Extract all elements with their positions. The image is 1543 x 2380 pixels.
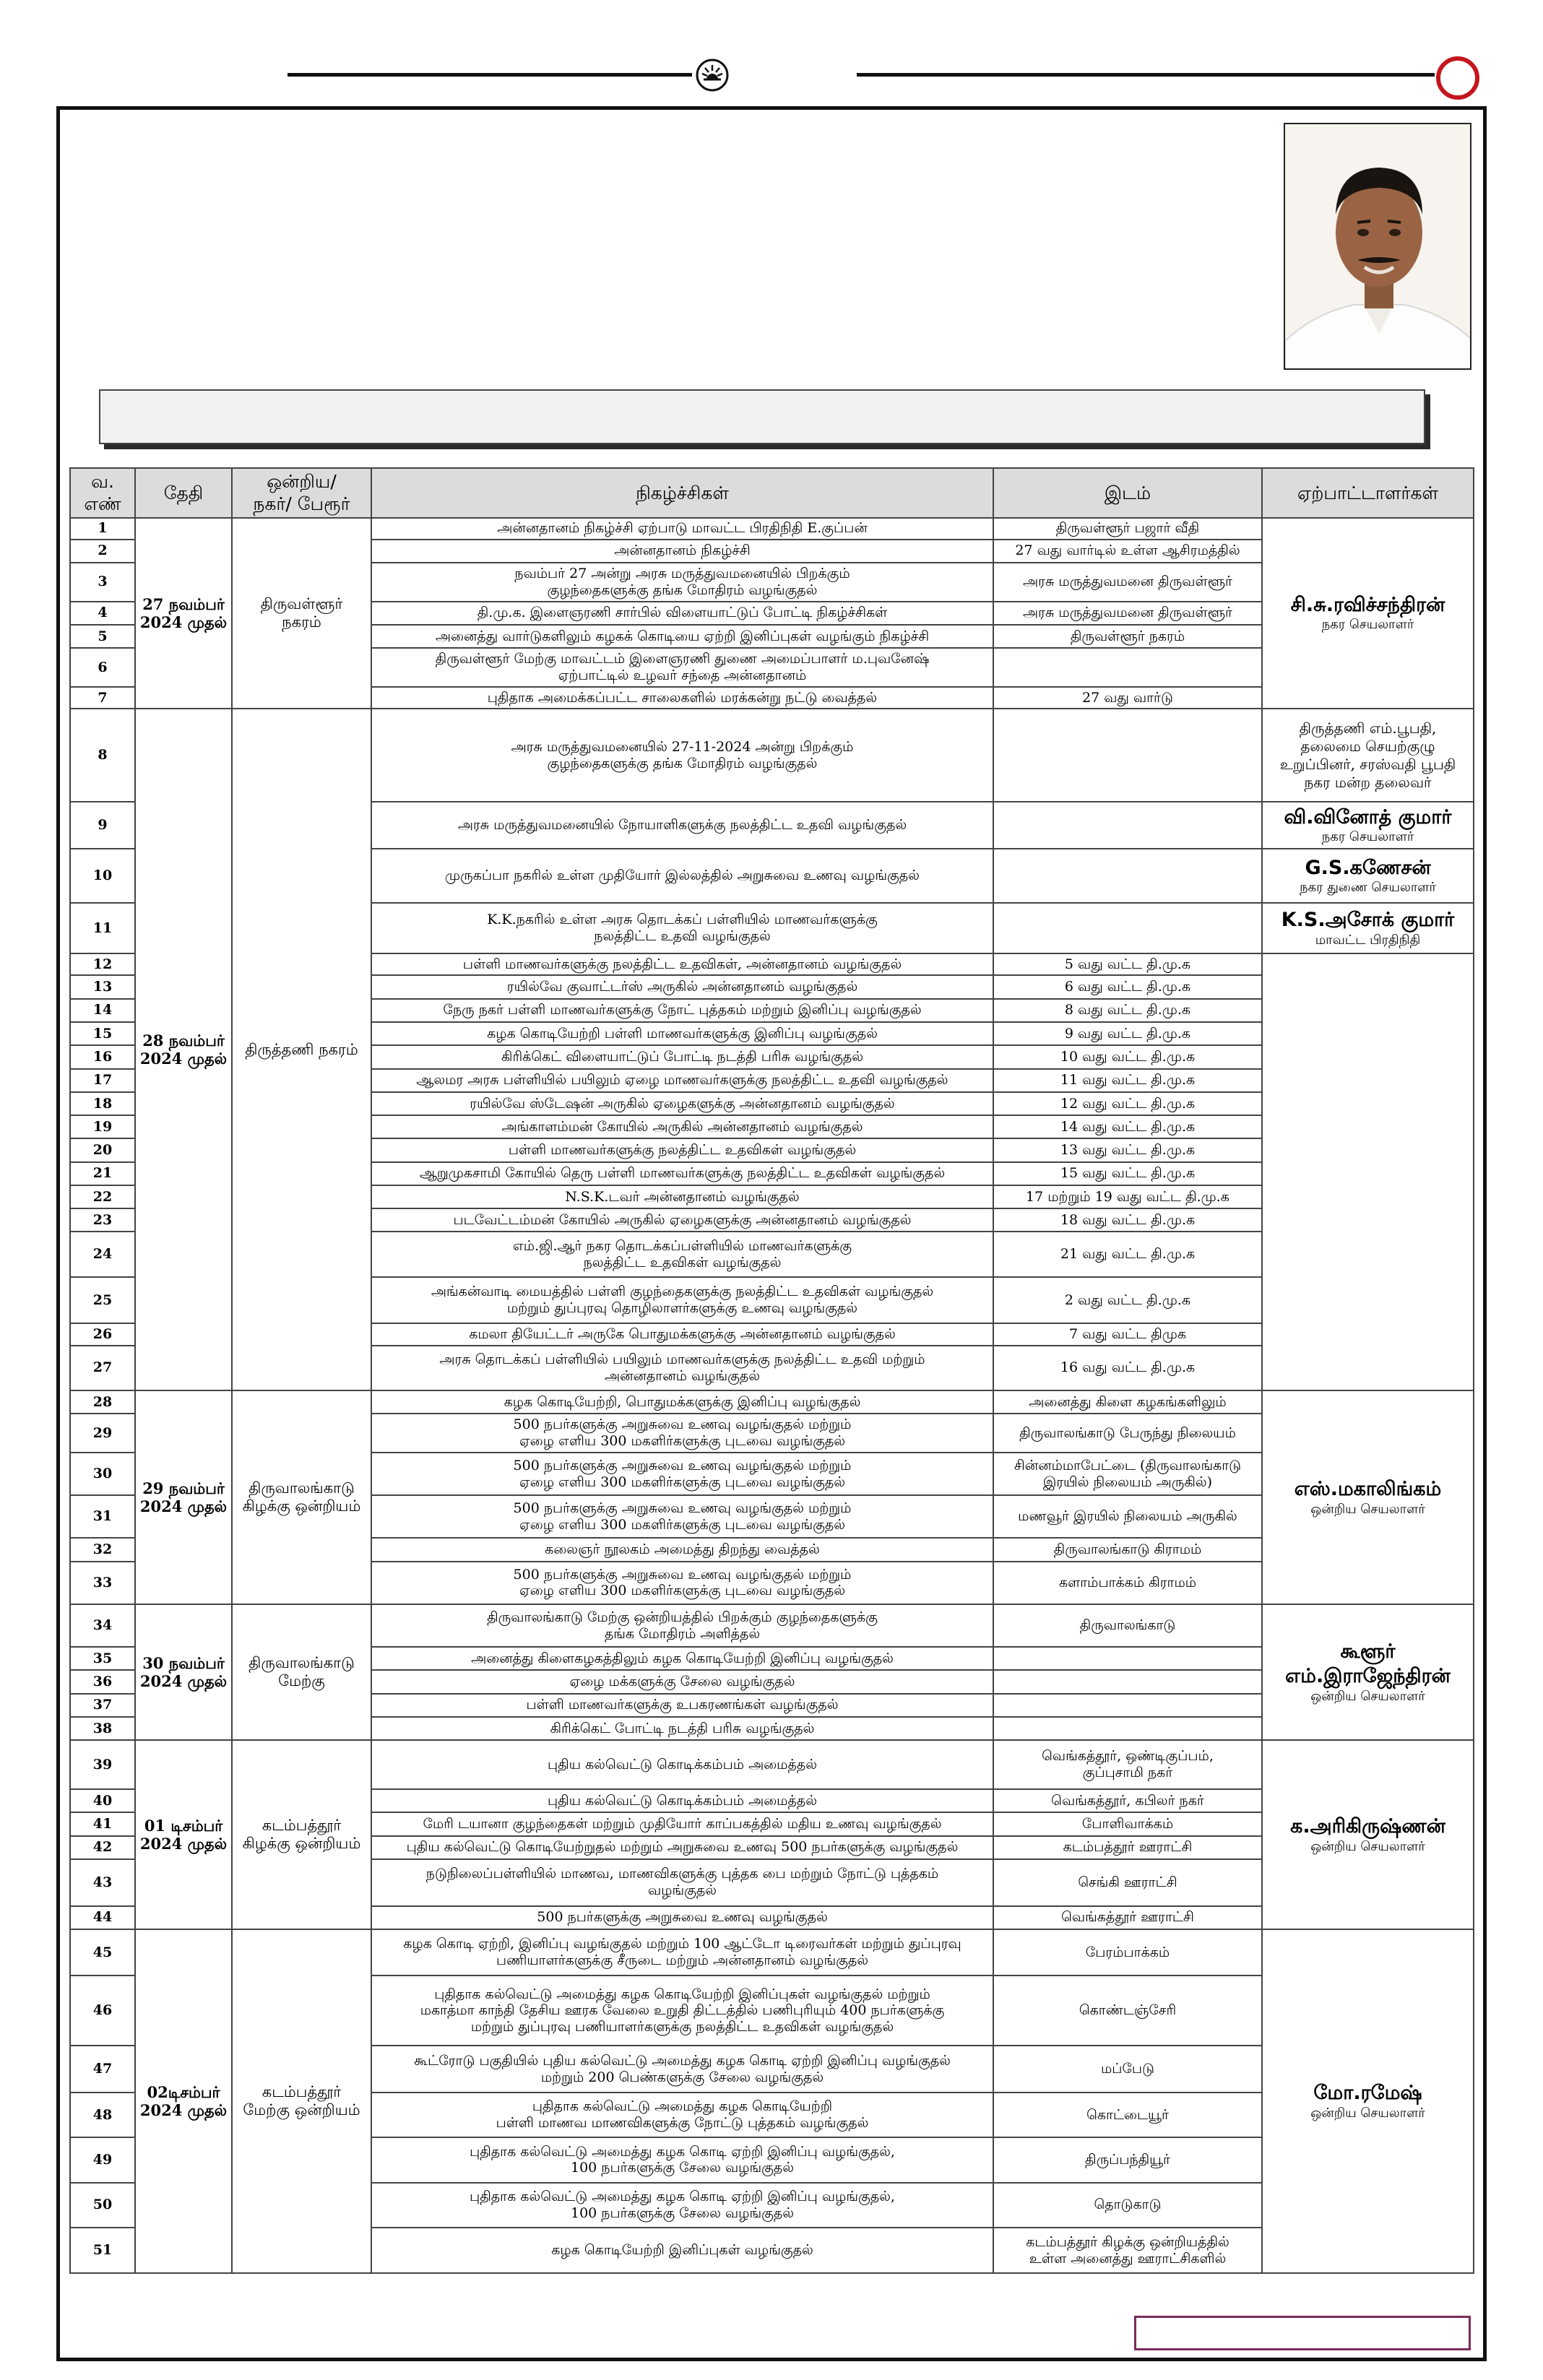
serial-number-cell: 33 (70, 1562, 135, 1604)
event-cell: கழக கொடியேற்றி இனிப்புகள் வழங்குதல் (371, 2228, 993, 2273)
place-cell: செங்கி ஊராட்சி (993, 1859, 1262, 1906)
column-header-area: ஒன்றிய/ நகர்/ பேரூர் (232, 468, 371, 518)
serial-number-cell: 48 (70, 2093, 135, 2137)
organizer-details: திருத்தணி எம்.பூபதி, தலைமை செயற்குழு உறுப்பினர், சரஸ்வதி பூபதி நகர மன்ற தலைவர் (1279, 719, 1456, 791)
place-cell: 13 வது வட்ட தி.மு.க (993, 1138, 1262, 1161)
organizer-name: மோ.ரமேஷ் (1313, 2081, 1422, 2104)
date-cell: 02டிசம்பர் 2024 முதல் (135, 1929, 232, 2273)
event-cell: அன்னதானம் நிகழ்ச்சி ஏற்பாடு மாவட்ட பிரதிநிதி E.குப்பன் (371, 518, 993, 540)
serial-number-cell: 21 (70, 1162, 135, 1185)
event-cell: திருவள்ளூர் மேற்கு மாவட்டம் இளைஞரணி துணை அமைப்பாளர் ம.புவனேஷ் ஏற்பாட்டில் உழவர் சந்தை அன்னதானம் (371, 648, 993, 687)
serial-number-cell: 2 (70, 540, 135, 563)
date-cell: 01 டிசம்பர் 2024 முதல் (135, 1740, 232, 1929)
place-cell: அரசு மருத்துவமனை திருவள்ளூர் (993, 602, 1262, 625)
organizer-role: ஒன்றிய செயலாளர் (1310, 2105, 1425, 2121)
event-cell: ரயில்வே ஸ்டேஷன் அருகில் ஏழைகளுக்கு அன்னதானம் வழங்குதல் (371, 1092, 993, 1115)
event-cell: அன்னதானம் நிகழ்ச்சி (371, 540, 993, 563)
serial-number-cell: 18 (70, 1092, 135, 1115)
organizer-role: ஒன்றிய செயலாளர் (1310, 1688, 1425, 1704)
column-header-date: தேதி (135, 468, 232, 518)
serial-number-cell: 6 (70, 648, 135, 687)
serial-number-cell: 27 (70, 1346, 135, 1390)
event-cell: நடுநிலைப்பள்ளியில் மாணவ, மாணவிகளுக்கு புத்தக பை மற்றும் நோட்டு புத்தகம் வழங்குதல் (371, 1859, 993, 1906)
leader-portrait-photo (1284, 123, 1471, 370)
serial-number-cell: 1 (70, 518, 135, 540)
place-cell: வெங்கத்தூர், ஒண்டிகுப்பம், குப்புசாமி நகர் (993, 1740, 1262, 1789)
event-cell: திருவாலங்காடு மேற்கு ஒன்றியத்தில் பிறக்கும் குழந்தைகளுக்கு தங்க மோதிரம் அளித்தல் (371, 1604, 993, 1647)
event-cell: ரயில்வே குவாட்டர்ஸ் அருகில் அன்னதானம் வழங்குதல் (371, 975, 993, 998)
serial-number-cell: 12 (70, 953, 135, 975)
organizer-name: வி.வினோத் குமார் (1284, 805, 1452, 828)
column-header-serial: வ. எண் (70, 468, 135, 518)
serial-number-cell: 16 (70, 1045, 135, 1068)
serial-number-cell: 19 (70, 1115, 135, 1138)
place-cell: 27 வது வார்டில் உள்ள ஆசிரமத்தில் (993, 540, 1262, 563)
column-header-place: இடம் (993, 468, 1262, 518)
serial-number-cell: 13 (70, 975, 135, 998)
event-cell: முருகப்பா நகரில் உள்ள முதியோர் இல்லத்தில் அறுசுவை உணவு வழங்குதல் (371, 849, 993, 903)
place-cell (993, 709, 1262, 802)
serial-number-cell: 5 (70, 625, 135, 648)
place-cell (993, 802, 1262, 849)
serial-number-cell: 20 (70, 1138, 135, 1161)
serial-number-cell: 22 (70, 1185, 135, 1208)
event-cell: தி.மு.க. இளைஞரணி சார்பில் விளையாட்டுப் போட்டி நிகழ்ச்சிகள் (371, 602, 993, 625)
place-cell: 27 வது வார்டு (993, 687, 1262, 709)
column-header-organizer: ஏற்பாட்டாளர்கள் (1262, 468, 1474, 518)
header-rule-right (857, 73, 1435, 77)
place-cell: 11 வது வட்ட தி.மு.க (993, 1069, 1262, 1092)
place-cell (993, 1694, 1262, 1717)
place-cell (993, 849, 1262, 903)
serial-number-cell: 30 (70, 1453, 135, 1495)
table-row (70, 1740, 1474, 1789)
serial-number-cell: 40 (70, 1789, 135, 1812)
event-cell: புதிதாக கல்வெட்டு அமைத்து கழக கொடியேற்றி இனிப்புகள் வழங்குதல் மற்றும் மகாத்மா காந்தி தேசிய ஊரக வேலை உறுதி திட்டத்தில் பணிபுரியும் 400 நபர்களுக்கு மற்றும் துப்புரவு பணியாளர்களுக்கு நலத்திட்ட உதவிகள் வழங்குதல் (371, 1976, 993, 2046)
event-cell: பள்ளி மாணவர்களுக்கு நலத்திட்ட உதவிகள் வழங்குதல் (371, 1138, 993, 1161)
event-cell: நேரு நகர் பள்ளி மாணவர்களுக்கு நோட் புத்தகம் மற்றும் இனிப்பு வழங்குதல் (371, 999, 993, 1022)
organizer-role: நகர செயலாளர் (1321, 617, 1414, 633)
place-cell: 8 வது வட்ட தி.மு.க (993, 999, 1262, 1022)
serial-number-cell: 47 (70, 2046, 135, 2093)
serial-number-cell: 37 (70, 1694, 135, 1717)
event-cell: புதிய கல்வெட்டு கொடிக்கம்பம் அமைத்தல் (371, 1789, 993, 1812)
date-cell: 30 நவம்பர் 2024 முதல் (135, 1604, 232, 1740)
organizer-name: கூளூர் எம்.இராஜேந்திரன் (1285, 1640, 1451, 1687)
serial-number-cell: 26 (70, 1323, 135, 1345)
organizer-role: மாவட்ட பிரதிநிதி (1315, 932, 1421, 948)
event-cell: புதிய கல்வெட்டு கொடியேற்றுதல் மற்றும் அறுசுவை உணவு 500 நபர்களுக்கு வழங்குதல் (371, 1836, 993, 1859)
serial-number-cell: 25 (70, 1277, 135, 1324)
serial-number-cell: 23 (70, 1208, 135, 1232)
serial-number-cell: 8 (70, 709, 135, 802)
event-cell: பள்ளி மாணவர்களுக்கு உபகரணங்கள் வழங்குதல் (371, 1694, 993, 1717)
place-cell (993, 1670, 1262, 1693)
event-cell: 500 நபர்களுக்கு அறுசுவை உணவு வழங்குதல் மற்றும் ஏழை எளிய 300 மகளிர்களுக்கு புடவை வழங்குதல் (371, 1495, 993, 1538)
event-cell: கூட்ரோடு பகுதியில் புதிய கல்வெட்டு அமைத்து கழக கொடி ஏற்றி இனிப்பு வழங்குதல் மற்றும் 200 பெண்களுக்கு சேலை வழங்குதல் (371, 2046, 993, 2093)
place-cell: 12 வது வட்ட தி.மு.க (993, 1092, 1262, 1115)
serial-number-cell: 32 (70, 1538, 135, 1561)
place-cell: வெங்கத்தூர், கபிலர் நகர் (993, 1789, 1262, 1812)
table-header-row (70, 468, 1474, 518)
serial-number-cell: 17 (70, 1069, 135, 1092)
place-cell: மப்பேடு (993, 2046, 1262, 2093)
place-cell: கொட்டையூர் (993, 2093, 1262, 2137)
event-cell: எம்.ஜி.ஆர் நகர தொடக்கப்பள்ளியில் மாணவர்களுக்கு நலத்திட்ட உதவிகள் வழங்குதல் (371, 1232, 993, 1276)
serial-number-cell: 43 (70, 1859, 135, 1906)
table-row (70, 709, 1474, 802)
serial-number-cell: 46 (70, 1976, 135, 2046)
event-cell: புதிதாக கல்வெட்டு அமைத்து கழக கொடி ஏற்றி இனிப்பு வழங்குதல், 100 நபர்களுக்கு சேலை வழங்குதல் (371, 2137, 993, 2182)
date-cell: 28 நவம்பர் 2024 முதல் (135, 709, 232, 1390)
event-cell: அரசு மருத்துவமனையில் 27-11-2024 அன்று பிறக்கும் குழந்தைகளுக்கு தங்க மோதிரம் வழங்குதல் (371, 709, 993, 802)
event-cell: புதிதாக கல்வெட்டு அமைத்து கழக கொடியேற்றி பள்ளி மாணவ மாணவிகளுக்கு நோட்டு புத்தகம் வழங்குதல் (371, 2093, 993, 2137)
organizer-name: க.அரிகிருஷ்ணன் (1290, 1814, 1445, 1838)
place-cell: திருவள்ளூர் பஜார் வீதி (993, 518, 1262, 540)
area-cell: கடம்பத்தூர் மேற்கு ஒன்றியம் (232, 1929, 371, 2273)
serial-number-cell: 15 (70, 1022, 135, 1045)
area-cell: கடம்பத்தூர் கிழக்கு ஒன்றியம் (232, 1740, 371, 1929)
event-cell: புதிய கல்வெட்டு கொடிக்கம்பம் அமைத்தல் (371, 1740, 993, 1789)
area-cell: திருவாலங்காடு கிழக்கு ஒன்றியம் (232, 1390, 371, 1604)
headline-banner (99, 389, 1425, 444)
organizer-name: K.S.அசோக் குமார் (1281, 909, 1455, 932)
event-cell: கழக கொடியேற்றி, பொதுமக்களுக்கு இனிப்பு வழங்குதல் (371, 1390, 993, 1414)
place-cell: சின்னம்மாபேட்டை (திருவாலங்காடு இரயில் நிலையம் அருகில்) (993, 1453, 1262, 1495)
serial-number-cell: 31 (70, 1495, 135, 1538)
event-cell: 500 நபர்களுக்கு அறுசுவை உணவு வழங்குதல் மற்றும் ஏழை எளிய 300 மகளிர்களுக்கு புடவை வழங்குதல் (371, 1453, 993, 1495)
event-cell: K.K.நகரில் உள்ள அரசு தொடக்கப் பள்ளியில் மாணவர்களுக்கு நலத்திட்ட உதவி வழங்குதல் (371, 903, 993, 953)
serial-number-cell: 38 (70, 1717, 135, 1740)
event-cell: புதிதாக அமைக்கப்பட்ட சாலைகளில் மரக்கன்று நட்டு வைத்தல் (371, 687, 993, 709)
organizer-role: ஒன்றிய செயலாளர் (1310, 1501, 1425, 1517)
place-cell: 17 மற்றும் 19 வது வட்ட தி.மு.க (993, 1185, 1262, 1208)
organizer-cell (1262, 1929, 1474, 2273)
event-cell: அரசு தொடக்கப் பள்ளியில் பயிலும் மாணவர்களுக்கு நலத்திட்ட உதவி மற்றும் அன்னதானம் வழங்குதல் (371, 1346, 993, 1390)
place-cell: 16 வது வட்ட தி.மு.க (993, 1346, 1262, 1390)
area-cell: திருவாலங்காடு மேற்கு (232, 1604, 371, 1740)
place-cell: 2 வது வட்ட தி.மு.க (993, 1277, 1262, 1324)
area-cell: திருவள்ளூர் நகரம் (232, 518, 371, 709)
organizer-cell (1262, 1390, 1474, 1604)
events-schedule-table (69, 467, 1474, 2274)
serial-number-cell: 34 (70, 1604, 135, 1647)
organizer-cell (1262, 709, 1474, 802)
organizer-name: G.S.கணேசன் (1305, 856, 1431, 879)
organizer-cell (1262, 849, 1474, 903)
place-cell: திருவாலங்காடு கிராமம் (993, 1538, 1262, 1561)
place-cell: 21 வது வட்ட தி.மு.க (993, 1232, 1262, 1276)
column-header-event: நிகழ்ச்சிகள் (371, 468, 993, 518)
event-cell: கிரிக்கெட் போட்டி நடத்தி பரிசு வழங்குதல் (371, 1717, 993, 1740)
event-cell: அனைத்து கிளைகழகத்திலும் கழக கொடியேற்றி இனிப்பு வழங்குதல் (371, 1647, 993, 1670)
serial-number-cell: 3 (70, 563, 135, 602)
event-cell: ஆலமர அரசு பள்ளியில் பயிலும் ஏழை மாணவர்களுக்கு நலத்திட்ட உதவி வழங்குதல் (371, 1069, 993, 1092)
event-cell: ஏழை மக்களுக்கு சேலை வழங்குதல் (371, 1670, 993, 1693)
events-table-body (70, 518, 1474, 2274)
serial-number-cell: 45 (70, 1929, 135, 1976)
event-cell: 500 நபர்களுக்கு அறுசுவை உணவு வழங்குதல் மற்றும் ஏழை எளிய 300 மகளிர்களுக்கு புடவை வழங்குதல் (371, 1562, 993, 1604)
event-cell: ஆறுமுகசாமி கோயில் தெரு பள்ளி மாணவர்களுக்கு நலத்திட்ட உதவிகள் வழங்குதல் (371, 1162, 993, 1185)
place-cell: 10 வது வட்ட தி.மு.க (993, 1045, 1262, 1068)
place-cell (993, 1717, 1262, 1740)
place-cell: 6 வது வட்ட தி.மு.க (993, 975, 1262, 998)
place-cell: 18 வது வட்ட தி.மு.க (993, 1208, 1262, 1232)
place-cell: வெங்கத்தூர் ஊராட்சி (993, 1906, 1262, 1929)
serial-number-cell: 28 (70, 1390, 135, 1414)
organizer-cell (1262, 802, 1474, 849)
event-cell: 500 நபர்களுக்கு அறுசுவை உணவு வழங்குதல் மற்றும் ஏழை எளிய 300 மகளிர்களுக்கு புடவை வழங்குதல் (371, 1414, 993, 1453)
place-cell: திருவாலங்காடு பேருந்து நிலையம் (993, 1414, 1262, 1453)
event-cell: கலைஞர் நூலகம் அமைத்து திறந்து வைத்தல் (371, 1538, 993, 1561)
place-cell: தொடுகாடு (993, 2183, 1262, 2228)
place-cell: 9 வது வட்ட தி.மு.க (993, 1022, 1262, 1045)
organizer-role: நகர செயலாளர் (1321, 829, 1414, 845)
event-cell: பள்ளி மாணவர்களுக்கு நலத்திட்ட உதவிகள், அன்னதானம் வழங்குதல் (371, 953, 993, 975)
serial-number-cell: 29 (70, 1414, 135, 1453)
serial-number-cell: 50 (70, 2183, 135, 2228)
serial-number-cell: 4 (70, 602, 135, 625)
place-cell: 5 வது வட்ட தி.மு.க (993, 953, 1262, 975)
place-cell: அனைத்து கிளை கழகங்களிலும் (993, 1390, 1262, 1414)
serial-number-cell: 9 (70, 802, 135, 849)
organizer-cell (1262, 1740, 1474, 1929)
table-row (70, 518, 1474, 540)
serial-number-cell: 44 (70, 1906, 135, 1929)
place-cell: 7 வது வட்ட திமுக (993, 1323, 1262, 1345)
place-cell: 15 வது வட்ட தி.மு.க (993, 1162, 1262, 1185)
serial-number-cell: 24 (70, 1232, 135, 1276)
organizer-cell (1262, 903, 1474, 953)
event-cell: அங்கன்வாடி மையத்தில் பள்ளி குழந்தைகளுக்கு நலத்திட்ட உதவிகள் வழங்குதல் மற்றும் துப்புரவு தொழிலாளர்களுக்கு உணவு வழங்குதல் (371, 1277, 993, 1324)
event-cell: கமலா தியேட்டர் அருகே பொதுமக்களுக்கு அன்னதானம் வழங்குதல் (371, 1323, 993, 1345)
place-cell: மணவூர் இரயில் நிலையம் அருகில் (993, 1495, 1262, 1538)
serial-number-cell: 35 (70, 1647, 135, 1670)
footer-box (1134, 2316, 1471, 2350)
event-cell: கழக கொடி ஏற்றி, இனிப்பு வழங்குதல் மற்றும் 100 ஆட்டோ டிரைவர்கள் மற்றும் துப்புரவு பணியாளர்களுக்கு சீருடை மற்றும் அன்னதானம் வழங்குதல் (371, 1929, 993, 1976)
place-cell: கடம்பத்தூர் ஊராட்சி (993, 1836, 1262, 1859)
organizer-name: சி.சு.ரவிச்சந்திரன் (1290, 593, 1445, 616)
place-cell (993, 648, 1262, 687)
event-cell: அனைத்து வார்டுகளிலும் கழகக் கொடியை ஏற்றி இனிப்புகள் வழங்கும் நிகழ்ச்சி (371, 625, 993, 648)
place-cell: 14 வது வட்ட தி.மு.க (993, 1115, 1262, 1138)
organizer-name: எஸ்.மகாலிங்கம் (1294, 1477, 1442, 1500)
table-row (70, 1390, 1474, 1414)
event-cell: அங்காளம்மன் கோயில் அருகில் அன்னதானம் வழங்குதல் (371, 1115, 993, 1138)
event-cell: கிரிக்கெட் விளையாட்டுப் போட்டி நடத்தி பரிசு வழங்குதல் (371, 1045, 993, 1068)
place-cell (993, 1647, 1262, 1670)
place-cell: கொண்டஞ்சேரி (993, 1976, 1262, 2046)
event-cell: மேரி டயானா குழந்தைகள் மற்றும் முதியோர் காப்பகத்தில் மதிய உணவு வழங்குதல் (371, 1812, 993, 1835)
event-cell: N.S.K.டவர் அன்னதானம் வழங்குதல் (371, 1185, 993, 1208)
event-cell: அரசு மருத்துவமனையில் நோயாளிகளுக்கு நலத்திட்ட உதவி வழங்குதல் (371, 802, 993, 849)
header-rule-left (288, 73, 692, 77)
organizer-role: நகர துணை செயலாளர் (1300, 880, 1436, 896)
event-cell: நவம்பர் 27 அன்று அரசு மருத்துவமனையில் பிறக்கும் குழந்தைகளுக்கு தங்க மோதிரம் வழங்குதல் (371, 563, 993, 602)
event-cell: கழக கொடியேற்றி பள்ளி மாணவர்களுக்கு இனிப்பு வழங்குதல் (371, 1022, 993, 1045)
organizer-cell (1262, 518, 1474, 709)
serial-number-cell: 39 (70, 1740, 135, 1789)
place-cell: திருவள்ளூர் நகரம் (993, 625, 1262, 648)
table-row (70, 1929, 1474, 1976)
place-cell: திருப்பந்தியூர் (993, 2137, 1262, 2182)
organizer-role: ஒன்றிய செயலாளர் (1310, 1838, 1425, 1854)
organizer-cell (1262, 1604, 1474, 1740)
serial-number-cell: 11 (70, 903, 135, 953)
date-cell: 27 நவம்பர் 2024 முதல் (135, 518, 232, 709)
serial-number-cell: 41 (70, 1812, 135, 1835)
place-cell: கடம்பத்தூர் கிழக்கு ஒன்றியத்தில் உள்ள அனைத்து ஊராட்சிகளில் (993, 2228, 1262, 2273)
event-cell: 500 நபர்களுக்கு அறுசுவை உணவு வழங்குதல் (371, 1906, 993, 1929)
place-cell: களாம்பாக்கம் கிராமம் (993, 1562, 1262, 1604)
serial-number-cell: 49 (70, 2137, 135, 2182)
event-cell: புதிதாக கல்வெட்டு அமைத்து கழக கொடி ஏற்றி இனிப்பு வழங்குதல், 100 நபர்களுக்கு சேலை வழங்குதல் (371, 2183, 993, 2228)
rising-sun-emblem-icon (695, 58, 730, 92)
event-cell: படவேட்டம்மன் கோயில் அருகில் ஏழைகளுக்கு அன்னதானம் வழங்குதல் (371, 1208, 993, 1232)
serial-number-cell: 14 (70, 999, 135, 1022)
serial-number-cell: 7 (70, 687, 135, 709)
table-row (70, 1604, 1474, 1647)
date-cell: 29 நவம்பர் 2024 முதல் (135, 1390, 232, 1604)
place-cell (993, 903, 1262, 953)
place-cell: போளிவாக்கம் (993, 1812, 1262, 1835)
place-cell: பேரம்பாக்கம் (993, 1929, 1262, 1976)
place-cell: திருவாலங்காடு (993, 1604, 1262, 1647)
area-cell: திருத்தணி நகரம் (232, 709, 371, 1390)
organizer-cell (1262, 953, 1474, 1390)
place-cell: அரசு மருத்துவமனை திருவள்ளூர் (993, 563, 1262, 602)
serial-number-cell: 42 (70, 1836, 135, 1859)
serial-number-cell: 51 (70, 2228, 135, 2273)
page-marker-circle (1436, 56, 1479, 100)
serial-number-cell: 36 (70, 1670, 135, 1693)
serial-number-cell: 10 (70, 849, 135, 903)
